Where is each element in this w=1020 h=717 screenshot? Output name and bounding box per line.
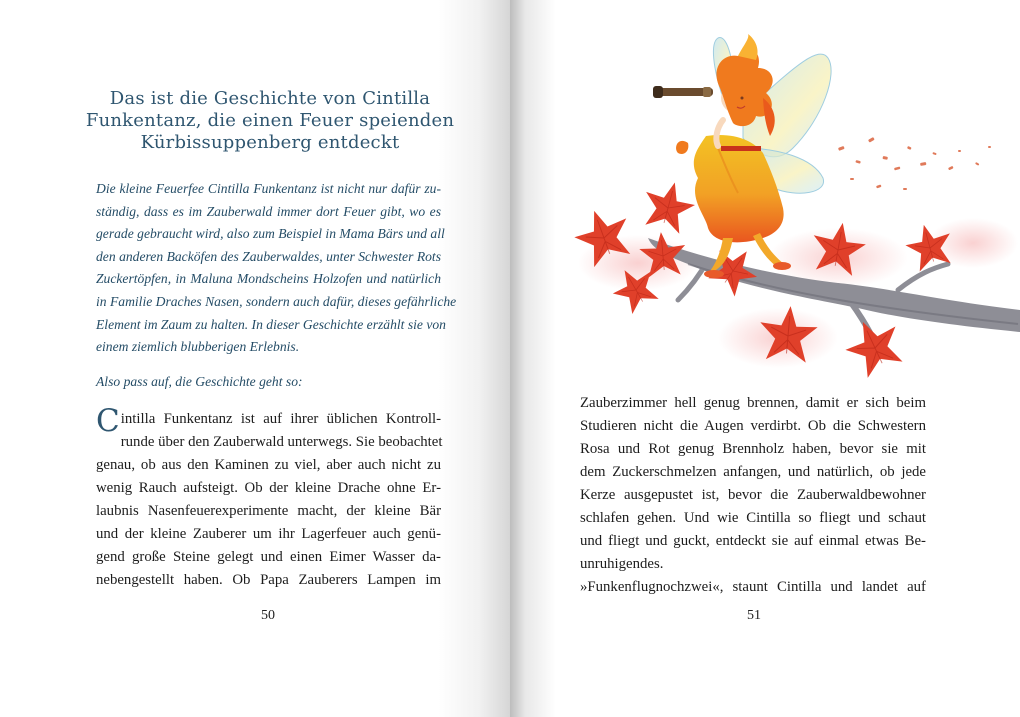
story-line: »Funkenflugnochzwei«, staunt Cintilla und landet auf (580, 579, 926, 595)
story-line: Kerze ausgepustet ist, bevor die Zauberwaldbewohner (580, 487, 926, 503)
story-line: unruhigendes. (580, 556, 664, 572)
intro-paragraph (96, 178, 457, 359)
intro-line: einem ziemlich blubberigen Erlebnis. (96, 339, 300, 355)
drop-cap: C (96, 403, 120, 439)
intro-line: in Familie Draches Nasen, sondern auch dafür, dieses gefährliche (96, 293, 457, 309)
intro-line: den anderen Backöfen des Zauberwaldes, unter Schwester Rots (96, 248, 441, 264)
intro-line: Element im Zaum zu halten. In dieser Geschichte erzählt sie von (96, 316, 446, 332)
story-line: Studieren nicht die Augen verdirbt. Ob die Schwestern (580, 418, 926, 434)
story-line: dem Zuckerschmelzen anfangen, und natürlich, ob jede (580, 464, 926, 480)
story-line: genau, ob aus den Kaminen zu viel, aber auch nicht zu (96, 457, 441, 473)
story-line: runde über den Zauberwald unterwegs. Sie beobachtet (120, 434, 443, 450)
chapter-title-line: Funkentanz, die einen Feuer speienden (85, 110, 455, 131)
story-line: nebengestellt haben. Ob Papa Zauberers Lampen im (96, 572, 441, 588)
intro-line: Die kleine Feuerfee Cintilla Funkentanz ist nicht nur dafür zu- (96, 181, 441, 196)
story-line: schlafen gehen. Und wie Cintilla so fliegt und schaut (580, 510, 926, 526)
chapter-title-line: Kürbissuppenberg entdeckt (140, 132, 400, 153)
story-line: Rosa und Rot genug Brennholz haben, bevor sie mit (580, 441, 926, 457)
story-line: und fliegt und guckt, entdeckt sie auf einmal etwas Be- (580, 533, 926, 549)
right-page (510, 0, 1020, 717)
story-line: Zauberzimmer hell genug brennen, damit er sich beim (580, 395, 926, 411)
floating-sparks (838, 137, 991, 190)
story-line: intilla Funkentanz ist auf ihrer üblichen Kontroll- (120, 411, 441, 427)
intro-line: Zuckertöpfen, in Maluna Mondscheins Holzofen und natürlich (96, 271, 441, 287)
story-line: und der kleine Zauberer um ihr Lagerfeuer auch genü- (96, 526, 441, 542)
story-line: laubnis Nasenfeuerexperimente macht, der kleine Bär (96, 503, 441, 519)
page-number-left: 50 (261, 608, 275, 623)
story-line: wenig Rauch aufsteigt. Ob der kleine Drache ohne Er- (96, 480, 441, 496)
intro-transition: Also pass auf, die Geschichte geht so: (96, 374, 303, 389)
page-number-right: 51 (747, 608, 761, 623)
story-text-right (580, 392, 926, 599)
fairy-illustration (538, 28, 1020, 388)
chapter-title (80, 88, 460, 154)
story-line: gend große Steine gelegt und einen Eimer Wasser da- (96, 549, 441, 565)
intro-line: ständig, dass es im Zauberwald immer dort Feuer gibt, wo es (96, 203, 441, 219)
chapter-title-line: Das ist die Geschichte von Cintilla (109, 88, 431, 109)
intro-line: gerade gebraucht wird, also zum Beispiel in Mama Bärs und all (96, 226, 445, 242)
story-text-left (96, 403, 443, 592)
